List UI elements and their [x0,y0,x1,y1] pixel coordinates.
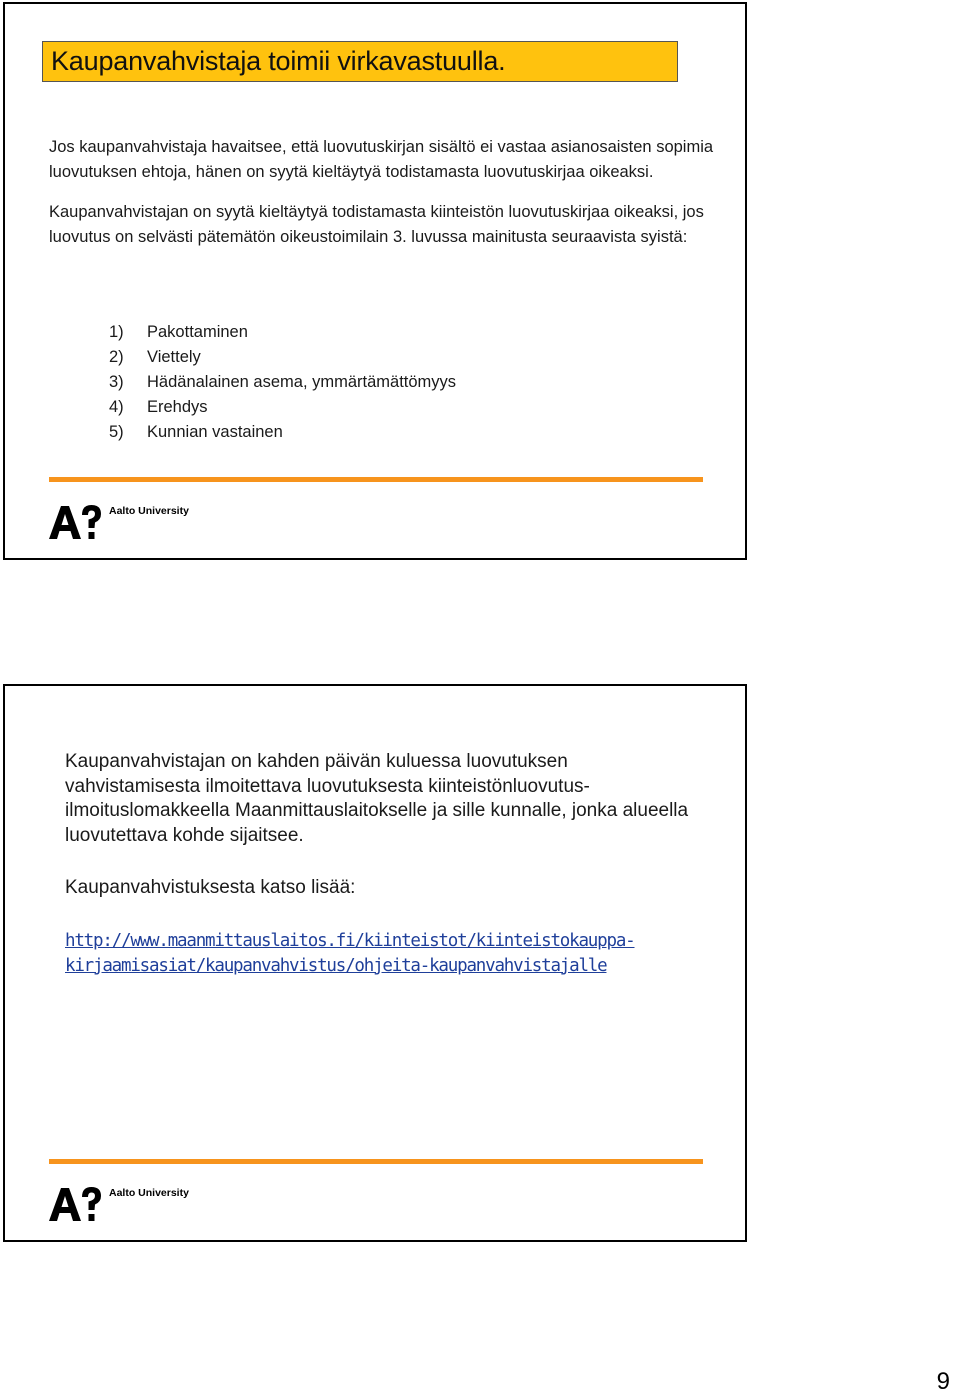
list-number: 2) [109,348,124,366]
slide-title: Kaupanvahvistaja toimii virkavastuulla. [42,41,678,82]
logo-text: Aalto University [109,1187,189,1199]
aalto-logo-icon [49,1186,101,1222]
aalto-logo [49,504,249,544]
list-number: 3) [109,373,124,391]
reasons-list [109,320,456,445]
list-item [109,395,456,420]
paragraph-2: Kaupanvahvistajan on syytä kieltäytyä todistamasta kiinteistön luovutuskirjaa oikeaksi, jos luovutus on selvästi pätemätön oikeustoimilain 3. luvussa mainitusta seuraavista syistä: [49,203,704,246]
list-number: 4) [109,398,124,416]
list-number: 1) [109,323,124,341]
footer-rule [49,477,703,482]
slide-body [65,750,705,979]
list-item [109,320,456,345]
list-text: Kunnian vastainen [147,423,283,441]
list-text: Erehdys [147,398,208,416]
slide-1 [3,2,747,560]
link-line-1[interactable]: http://www.maanmittauslaitos.fi/kiinteistot/kiinteistokauppa- [65,930,635,951]
paragraph-1: Jos kaupanvahvistaja havaitsee, että luovutuskirjan sisältö ei vastaa asianosaisten sopimia luovutuksen ehtoja, hänen on syytä kieltäytyä todistamasta luovutuskirjaa oikeaksi. [49,138,714,181]
link-line-2[interactable]: kirjaamisasiat/kaupanvahvistus/ohjeita-kaupanvahvistajalle [65,955,607,976]
footer-rule [49,1159,703,1164]
list-number: 5) [109,423,124,441]
paragraph-1: Kaupanvahvistajan on kahden päivän kuluessa luovutuksen vahvistamisesta ilmoitettava luovutuksesta kiinteistönluovutus-ilmoituslomakkeella Maanmittauslaitokselle ja sille kunnalle, jonka alueella luovutettava kohde sijaitsee. [65,751,689,846]
slide-body [49,135,729,265]
page-number: 9 [936,1368,950,1395]
slide-2 [3,684,747,1242]
list-item [109,345,456,370]
list-text: Pakottaminen [147,323,248,341]
info-link[interactable] [65,929,705,979]
list-item [109,420,456,445]
aalto-logo [49,1186,249,1226]
list-text: Hädänalainen asema, ymmärtämättömyys [147,373,457,391]
aalto-logo-icon [49,504,101,540]
list-text: Viettely [147,348,201,366]
list-item [109,370,456,395]
logo-text: Aalto University [109,505,189,517]
paragraph-2: Kaupanvahvistuksesta katso lisää: [65,877,356,898]
